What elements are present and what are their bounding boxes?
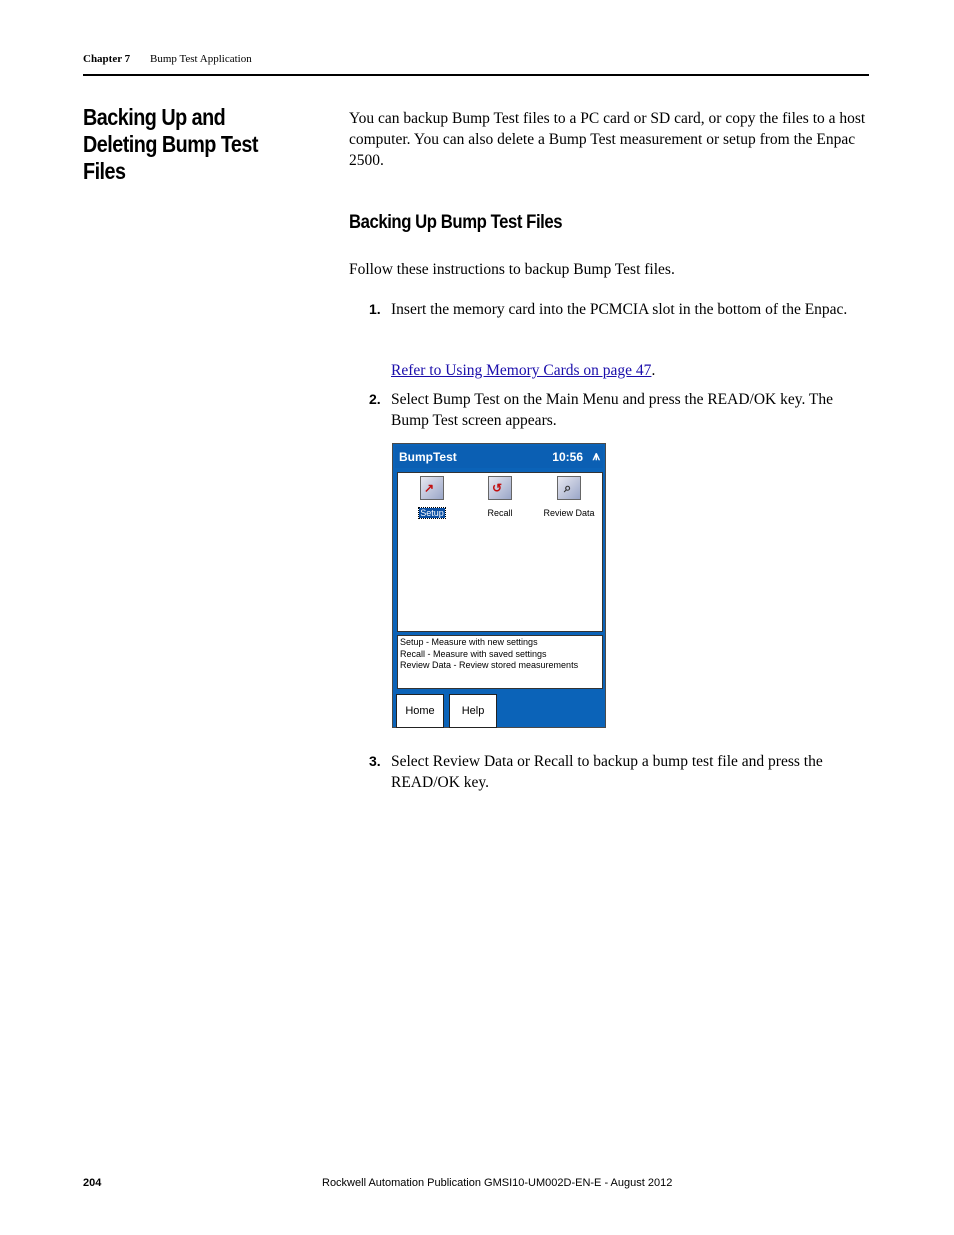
home-button[interactable]: Home <box>396 694 444 728</box>
recall-icon: ↺ <box>488 476 512 500</box>
running-header <box>83 53 252 65</box>
step-number: 2. <box>369 391 381 407</box>
chapter-label: Chapter 7 <box>83 53 131 65</box>
device-screenshot <box>392 443 606 728</box>
link-suffix: . <box>651 362 656 379</box>
step-2 <box>369 389 869 431</box>
recall-label: Recall <box>487 508 513 518</box>
antenna-icon: ⩚ <box>592 448 600 463</box>
step-number: 1. <box>369 301 381 317</box>
review-data-icon: ⌕ <box>557 476 581 500</box>
device-description-box <box>397 635 603 689</box>
step-number: 3. <box>369 753 381 769</box>
device-title: BumpTest <box>399 450 457 464</box>
device-clock: 10:56 <box>552 450 583 464</box>
step-text: Insert the memory card into the PCMCIA slot in the bottom of the Enpac. <box>391 301 848 318</box>
description-line: Review Data - Review stored measurements <box>400 660 579 670</box>
step-1 <box>369 299 869 320</box>
device-icon-panel <box>397 472 603 632</box>
side-heading: Backing Up and Deleting Bump Test Files <box>83 104 258 184</box>
memory-cards-link[interactable]: Refer to Using Memory Cards on page 47 <box>391 362 652 379</box>
follow-paragraph: Follow these instructions to backup Bump Test files. <box>349 261 675 278</box>
review-data-item[interactable] <box>538 476 600 518</box>
intro-paragraph: You can backup Bump Test files to a PC card or SD card, or copy the files to a host computer. You can also delete a Bump Test measurement or setup from the Enpac 2500. <box>349 110 866 169</box>
review-data-label: Review Data <box>543 508 595 518</box>
section-label: Bump Test Application <box>150 53 252 65</box>
page-number: 204 <box>83 1177 102 1189</box>
setup-label: Setup <box>420 508 444 518</box>
description-line: Recall - Measure with saved settings <box>400 648 547 659</box>
step-text: Select Bump Test on the Main Menu and press the READ/OK key. The Bump Test screen appears. <box>391 391 834 429</box>
recall-item[interactable] <box>469 476 531 518</box>
setup-icon: ↗ <box>420 476 444 500</box>
device-title-bar <box>395 446 603 468</box>
help-button[interactable]: Help <box>449 694 497 728</box>
step-3 <box>369 751 869 793</box>
step-text: Select Review Data or Recall to backup a bump test file and press the READ/OK key. <box>391 753 823 791</box>
subheading: Backing Up Bump Test Files <box>349 212 563 233</box>
header-rule <box>83 74 869 76</box>
publication-info: Rockwell Automation Publication GMSI10-UM002D-EN-E - August 2012 <box>322 1177 673 1189</box>
description-line: Setup - Measure with new settings <box>400 637 538 647</box>
setup-item[interactable] <box>401 476 463 518</box>
reference-line <box>391 360 655 381</box>
